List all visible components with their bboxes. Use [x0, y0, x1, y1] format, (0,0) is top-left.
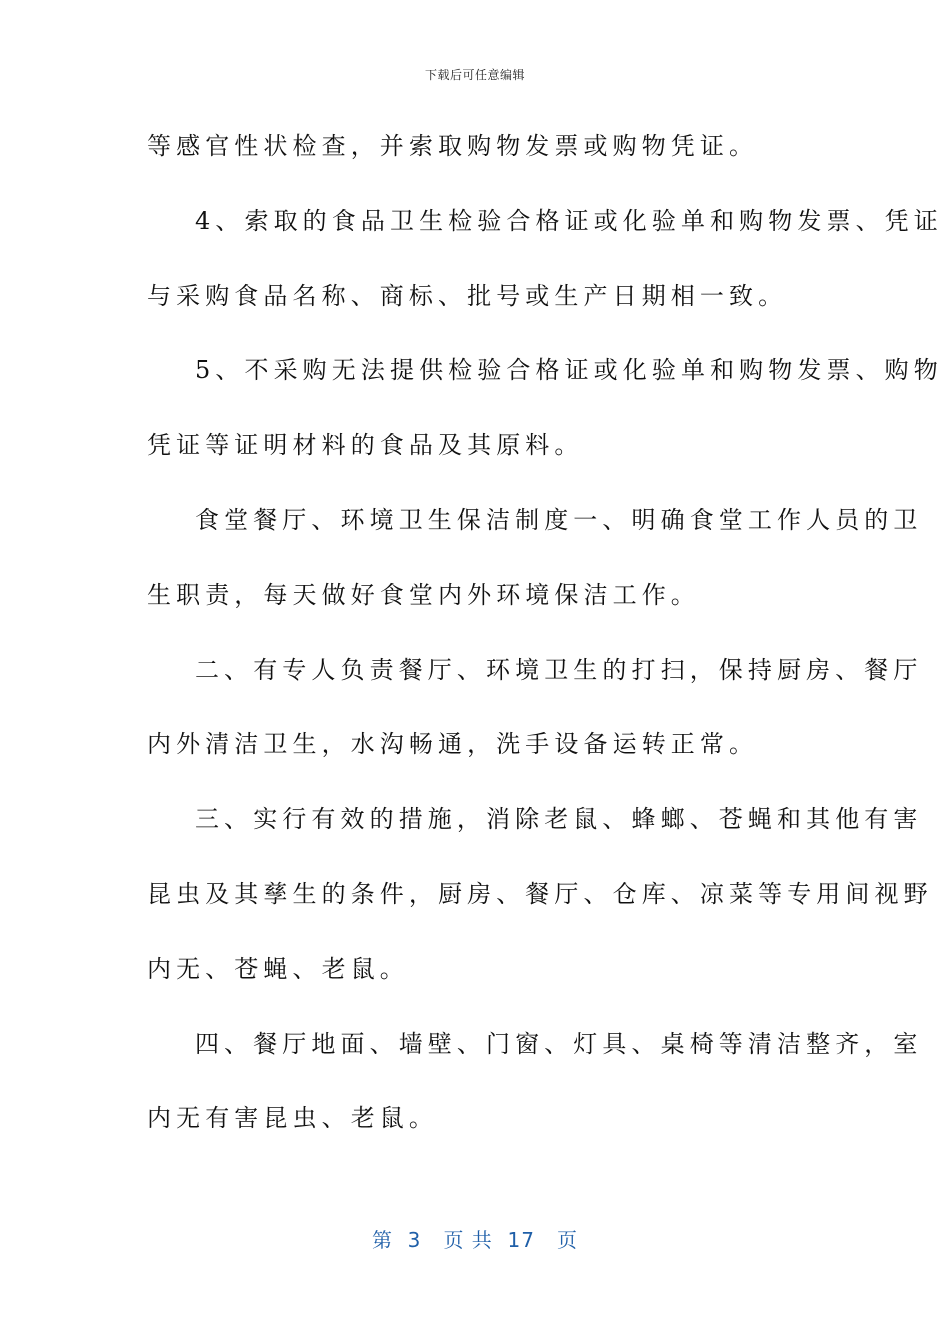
body-line: 食堂餐厅、环境卫生保洁制度一、明确食堂工作人员的卫	[195, 505, 923, 534]
body-line: 三、实行有效的措施，消除老鼠、蜂螂、苍蝇和其他有害	[195, 805, 923, 834]
body-line: 生职责，每天做好食堂内外环境保洁工作。	[147, 580, 700, 609]
body-line: 4、索取的食品卫生检验合格证或化验单和购物发票、凭证	[195, 206, 943, 235]
body-line: 与采购食品名称、商标、批号或生产日期相一致。	[147, 281, 788, 310]
body-line: 等感官性状检查，并索取购物发票或购物凭证。	[147, 132, 759, 160]
page-number-footer: 第 3 页 共 17 页	[371, 1228, 579, 1252]
body-line: 内外清洁卫生，水沟畅通，洗手设备运转正常。	[147, 730, 759, 759]
body-line: 昆虫及其孳生的条件，厨房、餐厅、仓库、凉菜等专用间视野	[147, 879, 933, 908]
body-line: 内无有害昆虫、老鼠。	[147, 1104, 438, 1133]
document-body	[147, 122, 943, 1169]
page-header: 下载后可任意编辑	[424, 68, 525, 82]
body-line: 二、有专人负责餐厅、环境卫生的打扫，保持厨房、餐厅	[195, 655, 923, 684]
body-line: 5、不采购无法提供检验合格证或化验单和购物发票、购物	[195, 356, 943, 385]
body-line: 凭证等证明材料的食品及其原料。	[147, 431, 584, 460]
body-line: 内无、苍蝇、老鼠。	[147, 954, 409, 983]
body-line: 四、餐厅地面、墙壁、门窗、灯具、桌椅等清洁整齐，室	[195, 1029, 923, 1058]
